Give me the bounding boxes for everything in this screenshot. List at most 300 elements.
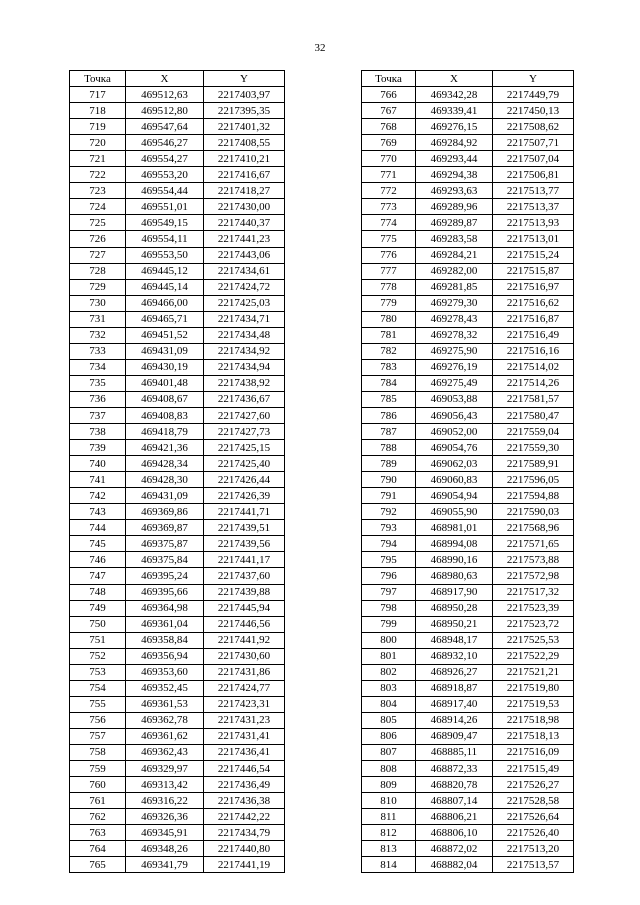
- cell-y: 2217525,53: [493, 632, 574, 648]
- cell-point: 718: [70, 103, 126, 119]
- table-row: [362, 327, 574, 343]
- cell-point: 721: [70, 151, 126, 167]
- cell-point: 803: [362, 680, 416, 696]
- cell-x: 469553,20: [126, 167, 204, 183]
- cell-x: 468932,10: [416, 648, 493, 664]
- cell-x: 469554,27: [126, 151, 204, 167]
- cell-y: 2217408,55: [204, 135, 285, 151]
- cell-x: 469512,80: [126, 103, 204, 119]
- cell-x: 468918,87: [416, 680, 493, 696]
- cell-y: 2217516,87: [493, 311, 574, 327]
- cell-y: 2217441,17: [204, 552, 285, 568]
- table-row: [70, 231, 285, 247]
- cell-y: 2217508,62: [493, 119, 574, 135]
- table-row: [70, 696, 285, 712]
- cell-x: 468917,90: [416, 584, 493, 600]
- cell-x: 469445,12: [126, 263, 204, 279]
- table-row: [70, 520, 285, 536]
- table-row: [70, 680, 285, 696]
- table-row: [70, 440, 285, 456]
- cell-x: 469326,36: [126, 809, 204, 825]
- table-row: [70, 327, 285, 343]
- cell-point: 780: [362, 311, 416, 327]
- table-row: [362, 536, 574, 552]
- cell-point: 779: [362, 295, 416, 311]
- cell-x: 469278,43: [416, 311, 493, 327]
- cell-y: 2217526,27: [493, 777, 574, 793]
- cell-point: 723: [70, 183, 126, 199]
- cell-y: 2217438,92: [204, 375, 285, 391]
- cell-y: 2217513,01: [493, 231, 574, 247]
- cell-point: 782: [362, 343, 416, 359]
- cell-x: 469395,24: [126, 568, 204, 584]
- table-row: [362, 135, 574, 151]
- cell-point: 756: [70, 712, 126, 728]
- cell-point: 740: [70, 456, 126, 472]
- table-row: [362, 825, 574, 841]
- cell-x: 469445,14: [126, 279, 204, 295]
- table-row: [70, 584, 285, 600]
- table-row: [362, 343, 574, 359]
- table-row: [362, 295, 574, 311]
- cell-x: 469546,27: [126, 135, 204, 151]
- table-row: [70, 712, 285, 728]
- cell-point: 743: [70, 504, 126, 520]
- cell-x: 469401,48: [126, 375, 204, 391]
- table-row: [70, 119, 285, 135]
- cell-x: 468909,47: [416, 728, 493, 744]
- cell-x: 469512,63: [126, 87, 204, 103]
- cell-x: 468872,33: [416, 761, 493, 777]
- cell-x: 469276,19: [416, 359, 493, 375]
- cell-y: 2217590,03: [493, 504, 574, 520]
- cell-y: 2217436,49: [204, 777, 285, 793]
- cell-point: 736: [70, 391, 126, 407]
- cell-x: 468994,08: [416, 536, 493, 552]
- cell-y: 2217523,39: [493, 600, 574, 616]
- cell-y: 2217522,29: [493, 648, 574, 664]
- cell-x: 468981,01: [416, 520, 493, 536]
- cell-y: 2217523,72: [493, 616, 574, 632]
- cell-point: 761: [70, 793, 126, 809]
- cell-y: 2217514,26: [493, 375, 574, 391]
- cell-x: 468807,14: [416, 793, 493, 809]
- table-row: [70, 777, 285, 793]
- cell-y: 2217596,05: [493, 472, 574, 488]
- cell-point: 765: [70, 857, 126, 873]
- cell-y: 2217516,16: [493, 343, 574, 359]
- table-row: [362, 311, 574, 327]
- cell-y: 2217430,60: [204, 648, 285, 664]
- cell-y: 2217507,04: [493, 151, 574, 167]
- table-row: [70, 600, 285, 616]
- cell-point: 798: [362, 600, 416, 616]
- cell-x: 469275,90: [416, 343, 493, 359]
- cell-x: 469341,79: [126, 857, 204, 873]
- table-row: [70, 311, 285, 327]
- cell-point: 751: [70, 632, 126, 648]
- cell-y: 2217437,60: [204, 568, 285, 584]
- table-row: [362, 777, 574, 793]
- cell-y: 2217410,21: [204, 151, 285, 167]
- cell-point: 730: [70, 295, 126, 311]
- cell-y: 2217401,32: [204, 119, 285, 135]
- cell-x: 469052,00: [416, 424, 493, 440]
- table-row: [70, 568, 285, 584]
- cell-y: 2217519,53: [493, 696, 574, 712]
- table-row: [70, 103, 285, 119]
- cell-point: 734: [70, 359, 126, 375]
- cell-x: 469283,58: [416, 231, 493, 247]
- cell-point: 805: [362, 712, 416, 728]
- cell-x: 468980,63: [416, 568, 493, 584]
- cell-point: 770: [362, 151, 416, 167]
- cell-x: 468948,17: [416, 632, 493, 648]
- cell-y: 2217528,58: [493, 793, 574, 809]
- header-y: Y: [204, 71, 285, 87]
- cell-point: 776: [362, 247, 416, 263]
- table-row: [70, 135, 285, 151]
- table-row: [70, 825, 285, 841]
- cell-x: 469281,85: [416, 279, 493, 295]
- table-row: [362, 167, 574, 183]
- cell-point: 786: [362, 407, 416, 423]
- table-row: [362, 841, 574, 857]
- cell-x: 469451,52: [126, 327, 204, 343]
- cell-point: 759: [70, 761, 126, 777]
- table-row: [362, 761, 574, 777]
- cell-x: 469055,90: [416, 504, 493, 520]
- cell-y: 2217446,54: [204, 761, 285, 777]
- cell-x: 469342,28: [416, 87, 493, 103]
- header-point: Точка: [362, 71, 416, 87]
- cell-x: 469421,36: [126, 440, 204, 456]
- cell-y: 2217439,88: [204, 584, 285, 600]
- cell-point: 804: [362, 696, 416, 712]
- cell-point: 793: [362, 520, 416, 536]
- table-row: [70, 199, 285, 215]
- table-row: [70, 664, 285, 680]
- cell-y: 2217443,06: [204, 247, 285, 263]
- table-row: [70, 728, 285, 744]
- cell-y: 2217440,37: [204, 215, 285, 231]
- table-row: [362, 391, 574, 407]
- cell-x: 469408,67: [126, 391, 204, 407]
- cell-x: 469352,45: [126, 680, 204, 696]
- cell-y: 2217434,79: [204, 825, 285, 841]
- cell-y: 2217519,80: [493, 680, 574, 696]
- coordinates-table-right: [361, 70, 574, 873]
- table-row: [362, 183, 574, 199]
- cell-point: 722: [70, 167, 126, 183]
- cell-x: 469062,03: [416, 456, 493, 472]
- cell-y: 2217446,56: [204, 616, 285, 632]
- cell-y: 2217516,97: [493, 279, 574, 295]
- cell-point: 735: [70, 375, 126, 391]
- table-row: [362, 359, 574, 375]
- header-x: X: [126, 71, 204, 87]
- cell-y: 2217559,30: [493, 440, 574, 456]
- cell-x: 469466,00: [126, 295, 204, 311]
- table-row: [70, 841, 285, 857]
- table-row: [362, 744, 574, 760]
- cell-y: 2217441,92: [204, 632, 285, 648]
- cell-x: 469358,84: [126, 632, 204, 648]
- cell-point: 785: [362, 391, 416, 407]
- cell-point: 778: [362, 279, 416, 295]
- cell-point: 771: [362, 167, 416, 183]
- cell-x: 469362,43: [126, 744, 204, 760]
- cell-y: 2217514,02: [493, 359, 574, 375]
- cell-x: 469554,44: [126, 183, 204, 199]
- cell-y: 2217426,44: [204, 472, 285, 488]
- cell-x: 469282,00: [416, 263, 493, 279]
- table-row: [70, 359, 285, 375]
- cell-y: 2217436,41: [204, 744, 285, 760]
- cell-point: 800: [362, 632, 416, 648]
- cell-x: 469418,79: [126, 424, 204, 440]
- cell-x: 468926,27: [416, 664, 493, 680]
- cell-point: 731: [70, 311, 126, 327]
- table-row: [362, 279, 574, 295]
- cell-y: 2217425,15: [204, 440, 285, 456]
- table-row: [70, 552, 285, 568]
- cell-point: 809: [362, 777, 416, 793]
- cell-y: 2217450,13: [493, 103, 574, 119]
- cell-y: 2217513,57: [493, 857, 574, 873]
- cell-point: 760: [70, 777, 126, 793]
- cell-point: 750: [70, 616, 126, 632]
- cell-point: 810: [362, 793, 416, 809]
- cell-x: 468882,04: [416, 857, 493, 873]
- table-row: [362, 440, 574, 456]
- cell-point: 787: [362, 424, 416, 440]
- cell-y: 2217434,92: [204, 343, 285, 359]
- cell-point: 791: [362, 488, 416, 504]
- table-row: [70, 343, 285, 359]
- cell-y: 2217526,64: [493, 809, 574, 825]
- cell-x: 469056,43: [416, 407, 493, 423]
- cell-y: 2217594,88: [493, 488, 574, 504]
- cell-point: 797: [362, 584, 416, 600]
- cell-y: 2217441,23: [204, 231, 285, 247]
- cell-y: 2217423,31: [204, 696, 285, 712]
- cell-point: 745: [70, 536, 126, 552]
- table-row: [362, 648, 574, 664]
- cell-y: 2217521,21: [493, 664, 574, 680]
- cell-point: 726: [70, 231, 126, 247]
- cell-y: 2217516,62: [493, 295, 574, 311]
- cell-x: 469275,49: [416, 375, 493, 391]
- cell-y: 2217506,81: [493, 167, 574, 183]
- cell-point: 753: [70, 664, 126, 680]
- table-row: [362, 616, 574, 632]
- table-row: [362, 87, 574, 103]
- cell-point: 752: [70, 648, 126, 664]
- cell-point: 789: [362, 456, 416, 472]
- cell-point: 724: [70, 199, 126, 215]
- table-row: [70, 375, 285, 391]
- cell-y: 2217395,35: [204, 103, 285, 119]
- table-row: [70, 632, 285, 648]
- cell-point: 807: [362, 744, 416, 760]
- table-header-row: [362, 71, 574, 87]
- cell-y: 2217427,60: [204, 407, 285, 423]
- cell-point: 784: [362, 375, 416, 391]
- cell-y: 2217424,77: [204, 680, 285, 696]
- table-row: [70, 809, 285, 825]
- table-row: [70, 504, 285, 520]
- cell-point: 783: [362, 359, 416, 375]
- cell-x: 468806,10: [416, 825, 493, 841]
- cell-y: 2217513,20: [493, 841, 574, 857]
- table-row: [362, 456, 574, 472]
- table-row: [362, 151, 574, 167]
- header-y: Y: [493, 71, 574, 87]
- table-row: [362, 632, 574, 648]
- cell-point: 763: [70, 825, 126, 841]
- cell-x: 468820,78: [416, 777, 493, 793]
- cell-x: 469345,91: [126, 825, 204, 841]
- cell-point: 792: [362, 504, 416, 520]
- table-row: [362, 103, 574, 119]
- table-row: [70, 391, 285, 407]
- cell-x: 469549,15: [126, 215, 204, 231]
- table-row: [70, 616, 285, 632]
- cell-y: 2217426,39: [204, 488, 285, 504]
- table-row: [362, 664, 574, 680]
- cell-point: 744: [70, 520, 126, 536]
- cell-x: 469293,44: [416, 151, 493, 167]
- cell-y: 2217526,40: [493, 825, 574, 841]
- cell-x: 469431,09: [126, 488, 204, 504]
- table-row: [362, 568, 574, 584]
- cell-point: 806: [362, 728, 416, 744]
- cell-x: 469353,60: [126, 664, 204, 680]
- cell-x: 468990,16: [416, 552, 493, 568]
- cell-x: 468950,28: [416, 600, 493, 616]
- cell-y: 2217403,97: [204, 87, 285, 103]
- cell-y: 2217425,03: [204, 295, 285, 311]
- cell-x: 469428,30: [126, 472, 204, 488]
- cell-point: 808: [362, 761, 416, 777]
- table-row: [70, 761, 285, 777]
- table-row: [362, 504, 574, 520]
- table-row: [362, 520, 574, 536]
- cell-y: 2217436,67: [204, 391, 285, 407]
- cell-x: 469375,84: [126, 552, 204, 568]
- cell-y: 2217515,49: [493, 761, 574, 777]
- cell-x: 469361,04: [126, 616, 204, 632]
- cell-point: 799: [362, 616, 416, 632]
- cell-point: 813: [362, 841, 416, 857]
- cell-x: 469369,87: [126, 520, 204, 536]
- cell-x: 469356,94: [126, 648, 204, 664]
- table-row: [362, 712, 574, 728]
- cell-x: 469284,92: [416, 135, 493, 151]
- cell-y: 2217439,51: [204, 520, 285, 536]
- cell-y: 2217440,80: [204, 841, 285, 857]
- table-row: [70, 424, 285, 440]
- cell-x: 469364,98: [126, 600, 204, 616]
- cell-y: 2217513,77: [493, 183, 574, 199]
- cell-x: 468914,26: [416, 712, 493, 728]
- cell-y: 2217515,87: [493, 263, 574, 279]
- cell-y: 2217518,13: [493, 728, 574, 744]
- cell-x: 469279,30: [416, 295, 493, 311]
- cell-x: 469431,09: [126, 343, 204, 359]
- table-row: [362, 584, 574, 600]
- cell-point: 794: [362, 536, 416, 552]
- cell-x: 469428,34: [126, 456, 204, 472]
- cell-x: 469408,83: [126, 407, 204, 423]
- page-number: 32: [314, 42, 326, 54]
- cell-y: 2217430,00: [204, 199, 285, 215]
- cell-point: 796: [362, 568, 416, 584]
- table-row: [362, 375, 574, 391]
- table-row: [70, 279, 285, 295]
- cell-x: 469361,62: [126, 728, 204, 744]
- cell-x: 469553,50: [126, 247, 204, 263]
- table-row: [362, 424, 574, 440]
- cell-point: 788: [362, 440, 416, 456]
- cell-y: 2217431,86: [204, 664, 285, 680]
- cell-y: 2217515,24: [493, 247, 574, 263]
- cell-x: 469276,15: [416, 119, 493, 135]
- cell-y: 2217441,71: [204, 504, 285, 520]
- cell-x: 469369,86: [126, 504, 204, 520]
- cell-point: 811: [362, 809, 416, 825]
- table-row: [70, 793, 285, 809]
- cell-y: 2217439,56: [204, 536, 285, 552]
- cell-point: 732: [70, 327, 126, 343]
- cell-point: 719: [70, 119, 126, 135]
- cell-point: 764: [70, 841, 126, 857]
- cell-point: 774: [362, 215, 416, 231]
- cell-point: 747: [70, 568, 126, 584]
- table-row: [70, 167, 285, 183]
- cell-y: 2217573,88: [493, 552, 574, 568]
- cell-point: 742: [70, 488, 126, 504]
- coordinates-table-left: [69, 70, 285, 873]
- cell-point: 802: [362, 664, 416, 680]
- table-row: [70, 247, 285, 263]
- cell-x: 469054,94: [416, 488, 493, 504]
- cell-point: 746: [70, 552, 126, 568]
- cell-y: 2217571,65: [493, 536, 574, 552]
- cell-y: 2217436,38: [204, 793, 285, 809]
- cell-y: 2217517,32: [493, 584, 574, 600]
- cell-point: 767: [362, 103, 416, 119]
- cell-x: 469293,63: [416, 183, 493, 199]
- cell-y: 2217441,19: [204, 857, 285, 873]
- table-row: [362, 488, 574, 504]
- table-row: [70, 744, 285, 760]
- table-row: [70, 263, 285, 279]
- table-row: [70, 407, 285, 423]
- cell-point: 775: [362, 231, 416, 247]
- cell-y: 2217434,71: [204, 311, 285, 327]
- cell-point: 757: [70, 728, 126, 744]
- cell-x: 469361,53: [126, 696, 204, 712]
- cell-y: 2217568,96: [493, 520, 574, 536]
- cell-point: 772: [362, 183, 416, 199]
- cell-y: 2217416,67: [204, 167, 285, 183]
- cell-y: 2217427,73: [204, 424, 285, 440]
- table-row: [362, 809, 574, 825]
- cell-x: 469430,19: [126, 359, 204, 375]
- cell-y: 2217424,72: [204, 279, 285, 295]
